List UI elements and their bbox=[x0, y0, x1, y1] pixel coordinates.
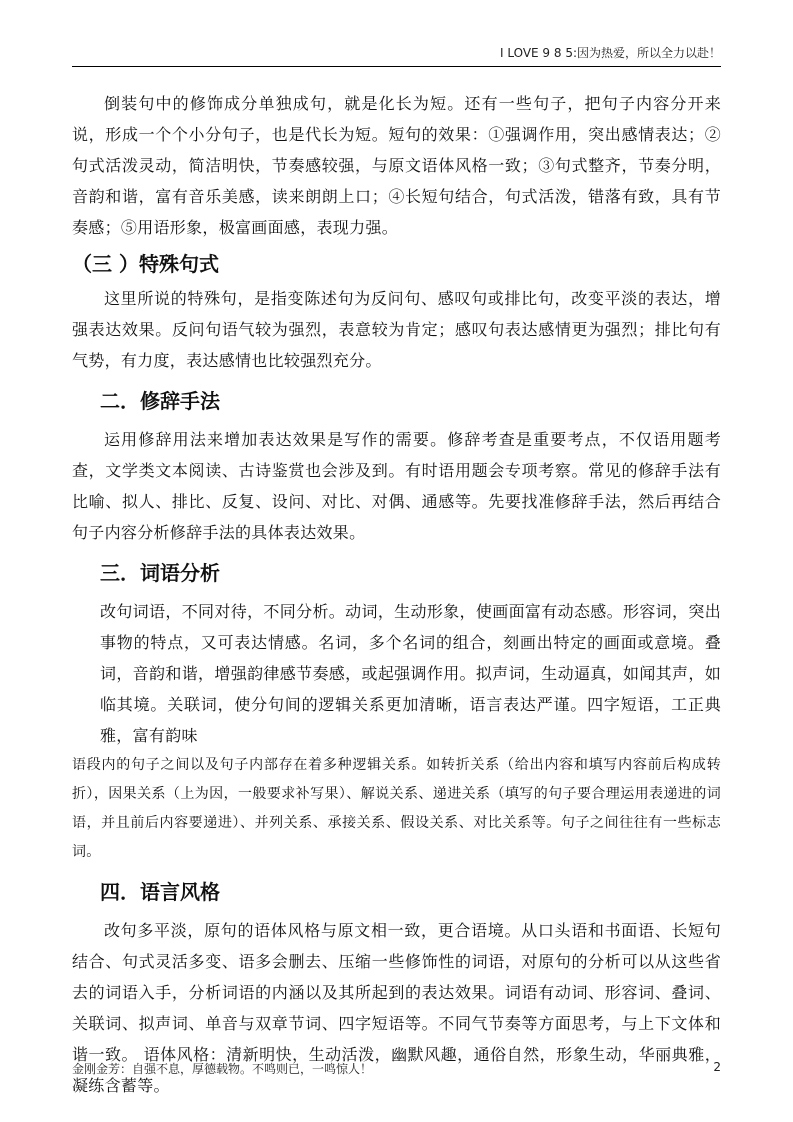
heading-special-sentences: （三 ）特殊句式 bbox=[72, 252, 219, 276]
paragraph-language-style: 改句多平淡，原句的语体风格与原文相一致，更合语境。从口头语和书面语、长短句结合、句式灵活多变、语多会删去、压缩一些修饰性的词语，对原句的分析可以从这些省去的词语入手，分析词语的内涵以及其所起到的表达效果。词语有动词、形容词、叠词、关联词、拟声词、单音与双章节词、四字短语等。不同气节奏等方面思考，与上下文体和谐一致。 语体风格：清新明快，生动活泼，幽默风趣，通俗自然，形象生动，华丽典雅，凝练含蓄等。 bbox=[72, 921, 721, 1095]
paragraph-word-analysis: 改句词语，不同对待，不同分析。动词，生动形象，使画面富有动态感。形容词，突出事物的特点，又可表达情感。名词，多个名词的组合，刻画出特定的画面或意境。叠词，音韵和谐，增强韵律感节奏感，或起强调作用。拟声词，生动逼真，如闻其声，如临其境。关联词，使分句间的逻辑关系更加清晰，语言表达严谨。四字短语，工正典雅，富有韵味 bbox=[100, 602, 721, 745]
page-footer bbox=[72, 1060, 721, 1077]
heading-rhetoric: 二．修辞手法 bbox=[100, 389, 220, 413]
page-number: 2 bbox=[713, 1060, 721, 1074]
paragraph-special-sentences: 这里所说的特殊句，是指变陈述句为反问句、感叹句或排比句，改变平淡的表达，增强表达效果。反问句语气较为强烈，表意较为肯定；感叹句表达感情更为强烈；排比句有气势，有力度，表达感情也比较强烈充分。 bbox=[72, 289, 721, 370]
footer-motto: 金刚金芳：自强不息，厚德载物。不鸣则已，一鸣惊人！ bbox=[72, 1062, 373, 1076]
document-body bbox=[72, 88, 721, 1101]
heading-language-style: 四．语言风格 bbox=[100, 880, 220, 904]
heading-word-analysis: 三．词语分析 bbox=[100, 561, 220, 585]
paragraph-logic-relations: 语段内的句子之间以及句子内部存在着多种逻辑关系。如转折关系（给出内容和填写内容前后构成转折），因果关系（上为因，一般要求补写果）、解说关系、递进关系（填写的句子要合理运用表递进的词语，并且前后内容要递进）、并列关系、承接关系、假设关系、对比关系等。句子之间往往有一些标志词。 bbox=[72, 757, 721, 860]
paragraph-rhetoric: 运用修辞用法来增加表达效果是写作的需要。修辞考查是重要考点，不仅语用题考查，文学类文本阅读、古诗鉴赏也会涉及到。有时语用题会专项考察。常见的修辞手法有比喻、拟人、排比、反复、设问、对比、对偶、通感等。先要找准修辞手法，然后再结合句子内容分析修辞手法的具体表达效果。 bbox=[72, 430, 721, 542]
paragraph-short-sentences: 倒装句中的修饰成分单独成句，就是化长为短。还有一些句子，把句子内容分开来说，形成一个个小分句子，也是代长为短。短句的效果：①强调作用，突出感情表达；②句式活泼灵动，简洁明快，节奏感较强，与原文语体风格一致；③句式整齐，节奏分明，音韵和谐，富有音乐美感，读来朗朗上口；④长短句结合，句式活泼，错落有致，具有节奏感；⑤用语形象，极富画面感，表现力强。 bbox=[72, 94, 721, 237]
page-header: I LOVE 9 8 5:因为热爱，所以全力以赴！ bbox=[72, 44, 721, 67]
